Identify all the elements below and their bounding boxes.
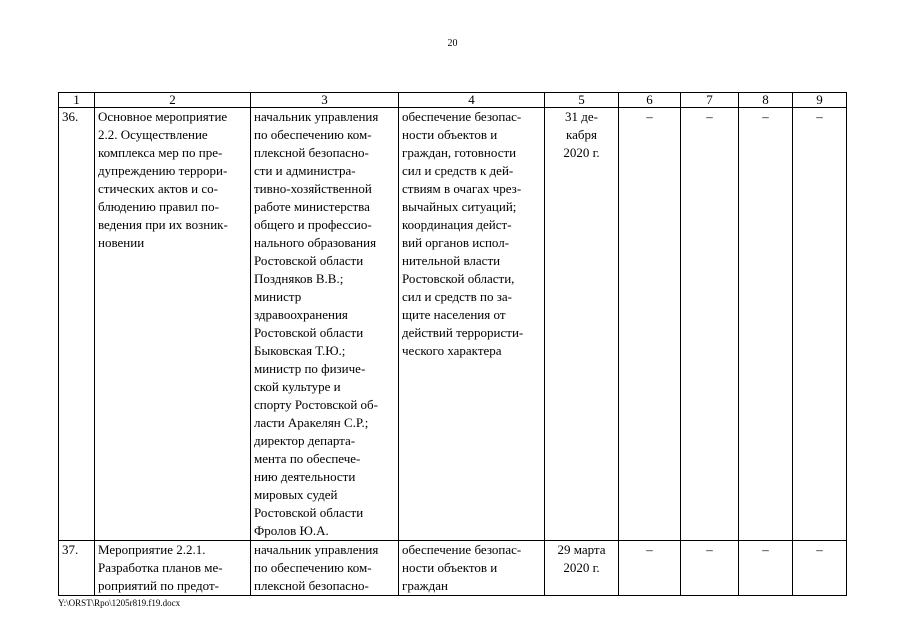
cell-col-7: – bbox=[681, 541, 739, 596]
row-number: 37. bbox=[59, 541, 95, 596]
header-cell-8: 8 bbox=[739, 93, 793, 108]
header-cell-3: 3 bbox=[251, 93, 399, 108]
header-cell-1: 1 bbox=[59, 93, 95, 108]
responsible-persons: начальник управления по обеспечению ком- плексной безопасно- bbox=[251, 541, 399, 596]
expected-result: обеспечение безопас- ности объектов и граждан bbox=[399, 541, 545, 596]
cell-col-8: – bbox=[739, 108, 793, 541]
responsible-persons: начальник управления по обеспечению ком- плексной безопасно- сти и администра- тивно-хозяйственной работе министерства общего и профессио- нального образования Ростовской области Поздняков В.В.; министр здравоохранения Ростовской области Быковская Т.Ю.; министр по физиче- ской культуре и спорту Ростовской об- ласти Аракелян С.Р.; директор департа- мента по обеспече- нию деятельности мировых судей Ростовской области Фролов Ю.А. bbox=[251, 108, 399, 541]
file-path-footer: Y:\ORST\Rpo\1205r819.f19.docx bbox=[58, 598, 181, 608]
header-row bbox=[59, 93, 847, 108]
header-cell-7: 7 bbox=[681, 93, 739, 108]
table-row bbox=[59, 108, 847, 541]
expected-result: обеспечение безопас- ности объектов и граждан, готовности сил и средств к дей- ствиям в очагах чрез- вычайных ситуаций; координация дейст- вий органов испол- нительной власти Ростовской области, сил и средств по за- щите населения от действий террористи- ческого характера bbox=[399, 108, 545, 541]
cell-col-7: – bbox=[681, 108, 739, 541]
header-cell-4: 4 bbox=[399, 93, 545, 108]
cell-col-9: – bbox=[793, 108, 847, 541]
cell-col-9: – bbox=[793, 541, 847, 596]
page-number: 20 bbox=[447, 38, 458, 49]
event-name: Мероприятие 2.2.1. Разработка планов ме- роприятий по предот- bbox=[95, 541, 251, 596]
deadline: 29 марта 2020 г. bbox=[545, 541, 619, 596]
plan-table bbox=[58, 92, 847, 596]
header-cell-5: 5 bbox=[545, 93, 619, 108]
header-cell-9: 9 bbox=[793, 93, 847, 108]
cell-col-8: – bbox=[739, 541, 793, 596]
event-name: Основное мероприятие 2.2. Осуществление комплекса мер по пре- дупреждению террори- стических актов и со- блюдению правил по- ведения при их возник- новении bbox=[95, 108, 251, 541]
cell-col-6: – bbox=[619, 541, 681, 596]
header-cell-2: 2 bbox=[95, 93, 251, 108]
cell-col-6: – bbox=[619, 108, 681, 541]
header-cell-6: 6 bbox=[619, 93, 681, 108]
table-row bbox=[59, 541, 847, 596]
row-number: 36. bbox=[59, 108, 95, 541]
deadline: 31 де- кабря 2020 г. bbox=[545, 108, 619, 541]
